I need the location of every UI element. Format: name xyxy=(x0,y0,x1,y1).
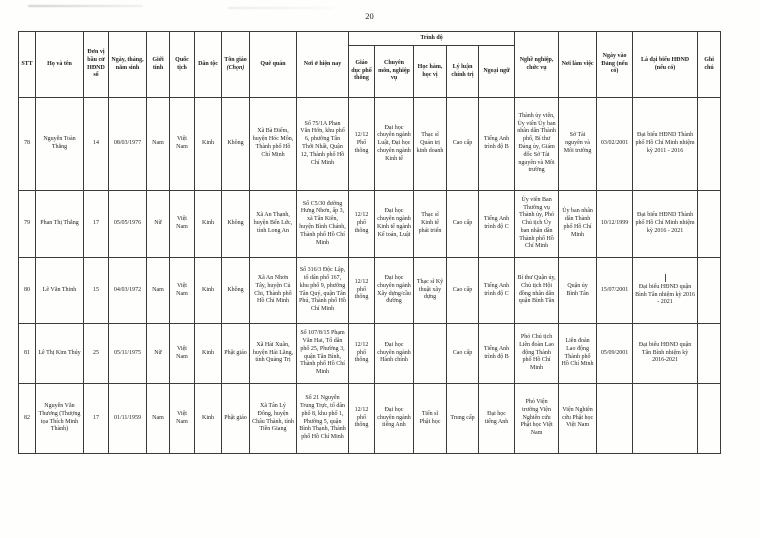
cell-religion: Phật giáo xyxy=(222,384,250,454)
cell-party_date: 10/12/1999 xyxy=(597,191,633,258)
page-number: 20 xyxy=(365,11,374,21)
cell-language: Đại học tiếng Anh xyxy=(479,384,515,454)
table-row xyxy=(19,98,721,191)
cell-hometown: Xã Bà Điểm, huyện Hóc Môn, Thành phố Hồ Chí Minh xyxy=(250,98,297,191)
cell-professional: Đại học chuyên ngành Kinh tế ngành Kế toán, Luật xyxy=(375,191,414,258)
cell-occupation: Ủy viên Ban Thường vụ Thành ủy, Phó Chủ tịch Ủy ban nhân dân Thành phố Hồ Chí Minh xyxy=(515,191,559,258)
col-header-dob: Ngày, tháng, năm sinh xyxy=(109,32,147,98)
cell-hometown: Xã Tân Lý Đông, huyện Châu Thành, tỉnh Tiền Giang xyxy=(250,384,297,454)
cell-residence: Số 21 Nguyễn Trung Trực, tổ dân phố 8, khu phố 1, Phường 5, quận Bình Thạnh, Thành phố Hồ Chí Minh xyxy=(297,384,349,454)
cell-academic xyxy=(414,324,447,384)
cell-delegate: Đại biểu HĐND quận Tân Bình nhiệm kỳ 2016-2021 xyxy=(633,324,698,384)
cell-politics: Cao cấp xyxy=(447,191,479,258)
cell-workplace: Ủy ban nhân dân Thành phố Hồ Chí Minh xyxy=(559,191,597,258)
cell-workplace: Viện Nghiên cứu Phật học Việt Nam xyxy=(559,384,597,454)
cell-language: Tiếng Anh trình độ B xyxy=(479,98,515,191)
cell-name: Nguyễn Văn Thương (Thượng tọa Thích Minh Thành) xyxy=(36,384,84,454)
col-header-religion-label: Tôn giáo xyxy=(224,56,247,63)
cell-religion: Không xyxy=(222,191,250,258)
table-row xyxy=(19,324,721,384)
cell-ethnicity: Kinh xyxy=(195,258,222,324)
cell-name: Nguyễn Toàn Thắng xyxy=(36,98,84,191)
cell-gender: Nữ xyxy=(147,191,170,258)
col-header-religion-sublabel: (Chọn) xyxy=(226,64,245,71)
cell-academic: Thạc sĩ Kỹ thuật xây dựng xyxy=(414,258,447,324)
table-row xyxy=(19,191,721,258)
cell-workplace: Quận ủy Bình Tân xyxy=(559,258,597,324)
col-header-professional: Chuyên môn, nghiệp vụ xyxy=(375,46,414,98)
cell-hometown: Xã Hải Xuân, huyện Hải Lăng, tỉnh Quảng Trị xyxy=(250,324,297,384)
cell-occupation: Phó Viện trưởng Viện Nghiên cứu Phật học Việt Nam xyxy=(515,384,559,454)
cell-professional: Đại học chuyên ngành Luật, Đại học chuyên ngành Kinh tế xyxy=(375,98,414,191)
cell-gender: Nam xyxy=(147,258,170,324)
cell-religion: Phật giáo xyxy=(222,324,250,384)
col-header-unit: Đơn vị bầu cử HĐND số xyxy=(84,32,109,98)
cell-education: 12/12 phổ thông xyxy=(349,324,375,384)
cell-residence: Số 75/1A Phan Văn Hớn, khu phố 6, phường Tân Thới Nhất, Quận 12, Thành phố Hồ Chí Minh xyxy=(297,98,349,191)
col-header-religion xyxy=(222,32,250,98)
col-header-ethnicity: Dân tộc xyxy=(195,32,222,98)
cell-occupation: Bí thư Quận ủy, Chủ tịch Hội đồng nhân dân quận Bình Tân xyxy=(515,258,559,324)
cell-politics: Trung cấp xyxy=(447,384,479,454)
cell-party_date xyxy=(597,384,633,454)
cell-religion: Không xyxy=(222,258,250,324)
cell-unit: 25 xyxy=(84,324,109,384)
cell-unit: 15 xyxy=(84,258,109,324)
scan-smudge-artifact xyxy=(228,7,333,9)
cell-stt: 81 xyxy=(19,324,36,384)
col-header-occupation: Nghề nghiệp, chức vụ xyxy=(515,32,559,98)
table-row xyxy=(19,384,721,454)
col-header-note: Ghi chú xyxy=(698,32,721,98)
cell-dob: 05/11/1975 xyxy=(109,324,147,384)
cell-education: 12/12 phổ thông xyxy=(349,384,375,454)
cell-dob: 08/03/1977 xyxy=(109,98,147,191)
cell-nationality: Việt Nam xyxy=(170,384,195,454)
cell-party_date: 05/09/2001 xyxy=(597,324,633,384)
cell-hometown: Xã An Nhơn Tây, huyện Củ Chi, Thành phố Hồ Chí Minh xyxy=(250,258,297,324)
col-header-workplace: Nơi làm việc xyxy=(559,32,597,98)
col-group-trinh-do: Trình độ xyxy=(349,32,515,46)
cell-stt: 82 xyxy=(19,384,36,454)
cell-unit: 17 xyxy=(84,191,109,258)
col-header-name: Họ và tên xyxy=(36,32,84,98)
cell-occupation: Phó Chủ tịch Liên đoàn Lao động Thành phố Hồ Chí Minh xyxy=(515,324,559,384)
cell-workplace: Sở Tài nguyên và Môi trường xyxy=(559,98,597,191)
cell-academic: Tiến sĩ Phật học xyxy=(414,384,447,454)
cell-hometown: Xã An Thạnh, huyện Bến Lức, tỉnh Long An xyxy=(250,191,297,258)
col-header-politics: Lý luận chính trị xyxy=(447,46,479,98)
cell-language: Tiếng Anh trình độ C xyxy=(479,258,515,324)
cell-nationality: Việt Nam xyxy=(170,258,195,324)
cell-professional: Đại học chuyên ngành tiếng Anh xyxy=(375,384,414,454)
cell-gender: Nam xyxy=(147,98,170,191)
cell-academic: Thạc sĩ Quản trị kinh doanh xyxy=(414,98,447,191)
cell-note xyxy=(698,98,721,191)
cell-party_date: 15/07/2001 xyxy=(597,258,633,324)
cell-education: 12/12 phổ thông xyxy=(349,191,375,258)
cell-delegate: Đại biểu HĐND Thành phố Hồ Chí Minh nhiệm kỳ 2016 - 2021 xyxy=(633,191,698,258)
cell-unit: 17 xyxy=(84,384,109,454)
cell-note xyxy=(698,324,721,384)
cell-religion: Không xyxy=(222,98,250,191)
col-header-education: Giáo dục phổ thông xyxy=(349,46,375,98)
cell-professional: Đại học chuyên ngành Xây dựng/cầu đường xyxy=(375,258,414,324)
cell-note xyxy=(698,258,721,324)
cell-politics: Cao cấp xyxy=(447,324,479,384)
cell-ethnicity: Kinh xyxy=(195,98,222,191)
cell-ethnicity: Kinh xyxy=(195,191,222,258)
cell-note xyxy=(698,191,721,258)
cell-delegate: Đại biểu HĐND quận Bình Tân nhiệm kỳ 2016 - 2021 xyxy=(633,258,698,324)
cell-unit: 14 xyxy=(84,98,109,191)
cell-name: Phan Thị Thắng xyxy=(36,191,84,258)
header-row-group xyxy=(19,32,721,46)
cell-academic: Thạc sĩ Kinh tế phát triển xyxy=(414,191,447,258)
cell-dob: 01/11/1959 xyxy=(109,384,147,454)
delegate-roster-table xyxy=(18,31,721,454)
cell-party_date: 03/02/2001 xyxy=(597,98,633,191)
cell-ethnicity: Kinh xyxy=(195,324,222,384)
cell-gender: Nữ xyxy=(147,324,170,384)
cell-nationality: Việt Nam xyxy=(170,324,195,384)
cell-name: Lê Văn Thinh xyxy=(36,258,84,324)
cell-residence: Số 107/8/15 Phạm Văn Hai, Tổ dân phố 25, Phường 3, quận Tân Bình, Thành phố Hồ Chí Minh xyxy=(297,324,349,384)
col-header-party-date: Ngày vào Đảng (nếu có) xyxy=(597,32,633,98)
cell-ethnicity: Kinh xyxy=(195,384,222,454)
cell-education: 12/12 Phổ thông xyxy=(349,98,375,191)
cell-professional: Đại học chuyên ngành Hành chính xyxy=(375,324,414,384)
col-header-academic: Học hàm, học vị xyxy=(414,46,447,98)
cell-delegate xyxy=(633,384,698,454)
table-header xyxy=(19,32,721,98)
col-header-delegate: Là đại biểu HĐND (nếu có) xyxy=(633,32,698,98)
cell-nationality: Việt Nam xyxy=(170,98,195,191)
cell-stt: 80 xyxy=(19,258,36,324)
table-row xyxy=(19,258,721,324)
cell-politics: Cao cấp xyxy=(447,98,479,191)
scan-smudge-artifact xyxy=(28,5,143,7)
cell-gender: Nam xyxy=(147,384,170,454)
cell-workplace: Liên đoàn Lao động Thành phố Hồ Chí Minh xyxy=(559,324,597,384)
cell-delegate: Đại biểu HĐND Thành phố Hồ Chí Minh nhiệm kỳ 2011 - 2016 xyxy=(633,98,698,191)
cell-education: 12/12 phổ thông xyxy=(349,258,375,324)
col-header-stt: STT xyxy=(19,32,36,98)
cell-name: Lê Thị Kim Thúy xyxy=(36,324,84,384)
cell-dob: 05/05/1976 xyxy=(109,191,147,258)
cell-note xyxy=(698,384,721,454)
col-header-residence: Nơi ở hiện nay xyxy=(297,32,349,98)
cell-language: Tiếng Anh trình độ B xyxy=(479,324,515,384)
cell-stt: 79 xyxy=(19,191,36,258)
cell-dob: 04/03/1972 xyxy=(109,258,147,324)
table-body xyxy=(19,98,721,454)
col-header-language: Ngoại ngữ xyxy=(479,46,515,98)
cell-nationality: Việt Nam xyxy=(170,191,195,258)
col-header-hometown: Quê quán xyxy=(250,32,297,98)
cell-language: Tiếng Anh trình độ C xyxy=(479,191,515,258)
cell-politics: Cao cấp xyxy=(447,258,479,324)
cell-residence: Số 316/3 Độc Lập, tổ dân phố 167, khu phố 9, phường Tân Quý, quận Tân Phú, Thành phố Hồ Chí Minh xyxy=(297,258,349,324)
cell-residence: Số C5/30 đường Hưng Nhơn, ấp 3, xã Tân Kiên, huyện Bình Chánh, Thành phố Hồ Chí Minh xyxy=(297,191,349,258)
col-header-gender: Giới tính xyxy=(147,32,170,98)
cell-occupation: Thành ủy viên, Ủy viên Ủy ban nhân dân Thành phố, Bí thư Đảng ủy, Giám đốc Sở Tài nguyên và Môi trường xyxy=(515,98,559,191)
col-header-nationality: Quốc tịch xyxy=(170,32,195,98)
cell-stt: 78 xyxy=(19,98,36,191)
